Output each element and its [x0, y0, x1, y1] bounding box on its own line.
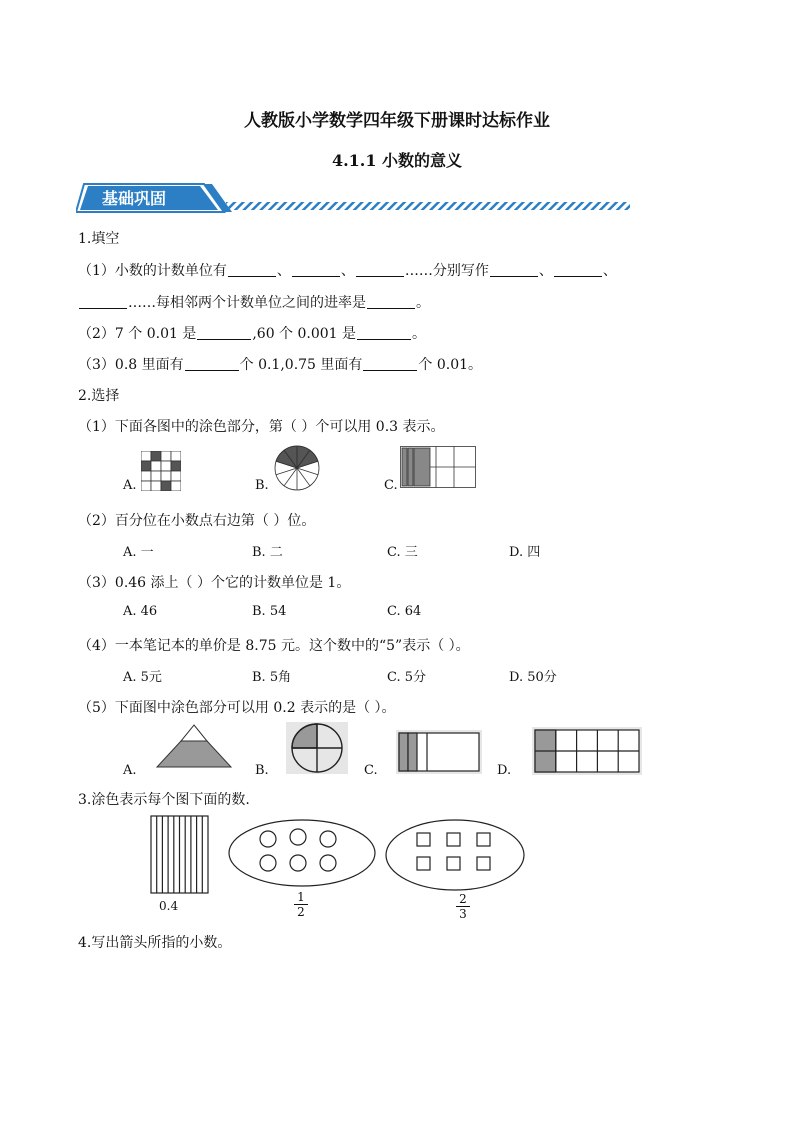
s3-option-b: B. 54: [252, 604, 287, 619]
q1-line1: （1）小数的计数单位有 、 、 ……分别写作 、 、: [78, 263, 617, 279]
q1-line4: （3）0.8 里面有 个 0.1,0.75 里面有 个 0.01。: [78, 357, 483, 373]
s2-option-d: D. 四: [509, 545, 541, 560]
q2-s2: （2）百分位在小数点右边第（ ）位。: [78, 513, 316, 529]
q3-figure-circles: [227, 818, 377, 888]
q3-title: 3.涂色表示每个图下面的数.: [78, 792, 250, 808]
banner-text: 基础巩固: [101, 189, 167, 208]
s5-option-b: B.: [255, 763, 269, 778]
q1-line2: ……每相邻两个计数单位之间的进率是 。: [78, 292, 430, 312]
s2-option-a: A. 一: [123, 545, 154, 560]
s1-figure-b-circle: [272, 444, 322, 492]
s4-option-a: A. 5元: [123, 670, 162, 685]
s5-figure-c-rect: [396, 730, 482, 774]
s3-option-c: C. 64: [387, 604, 422, 619]
s5-option-d: D.: [497, 763, 512, 778]
q1-line3: （2）7 个 0.01 是 ,60 个 0.001 是 。: [78, 326, 427, 342]
s2-option-c: C. 三: [387, 545, 418, 560]
s5-figure-a-triangle: [155, 723, 233, 769]
s2-option-b: B. 二: [252, 545, 283, 560]
page-title: 人教版小学数学四年级下册课时达标作业: [244, 111, 550, 131]
q4-title: 4.写出箭头所指的小数。: [78, 935, 232, 951]
s1-option-b: B.: [255, 478, 269, 493]
q3-caption-3: 2 3: [456, 893, 470, 920]
q2-s4: （4）一本笔记本的单价是 8.75 元。这个数中的“5”表示（ ）。: [78, 638, 470, 654]
page-subtitle: 4.1.1 小数的意义: [331, 151, 463, 170]
s1-option-a: A.: [123, 478, 137, 493]
q3-caption-2: 1 2: [294, 891, 308, 918]
q3-figure-squares: [384, 818, 526, 892]
s5-option-a: A.: [123, 763, 137, 778]
q3-caption-1: 0.4: [159, 899, 179, 913]
s4-option-d: D. 50分: [509, 670, 557, 685]
s3-option-a: A. 46: [123, 604, 158, 619]
q2-title: 2.选择: [78, 388, 120, 404]
q1-title: 1.填空: [78, 231, 120, 247]
s1-figure-c-bars: [400, 446, 476, 488]
section-banner: [76, 181, 636, 215]
q3-figure-bars: [150, 815, 210, 895]
q2-s3: （3）0.46 添上（ ）个它的计数单位是 1。: [78, 575, 351, 591]
s4-option-c: C. 5分: [387, 670, 427, 685]
s5-option-c: C.: [364, 763, 378, 778]
s1-option-c: C.: [384, 478, 398, 493]
q2-s1: （1）下面各图中的涂色部分，第（ ）个可以用 0.3 表示。: [78, 419, 445, 435]
s5-figure-d-grid: [532, 727, 642, 775]
s4-option-b: B. 5角: [252, 670, 292, 685]
s5-figure-b-circle: [286, 722, 348, 774]
s1-figure-a-grid: [141, 451, 181, 491]
q2-s5: （5）下面图中涂色部分可以用 0.2 表示的是（ ）。: [78, 700, 396, 716]
